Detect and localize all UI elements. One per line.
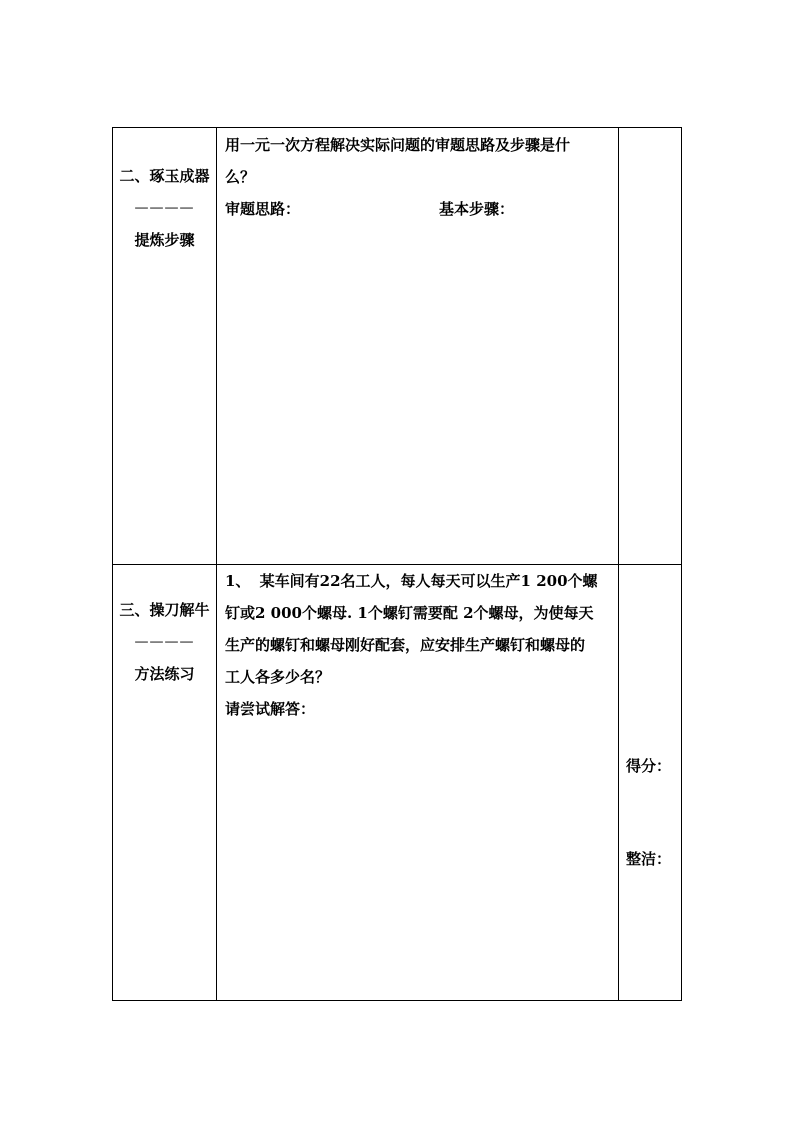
score-label: 得分： bbox=[626, 756, 672, 775]
section-two-title: 二、琢玉成器 bbox=[119, 167, 210, 185]
problem-text-line-1: 某车间有22名工人，每人每天可以生产1 200个螺 bbox=[259, 571, 598, 590]
section-two-content-cell[interactable] bbox=[217, 128, 619, 565]
section-two-divider: ———— bbox=[134, 200, 195, 216]
section-two-score-cell[interactable] bbox=[619, 128, 682, 565]
problem-line-4: 工人各多少名？ bbox=[225, 667, 331, 686]
answer-prompt: 请尝试解答： bbox=[225, 699, 316, 718]
question-line-2: 么？ bbox=[225, 168, 256, 186]
section-three-content-cell[interactable] bbox=[217, 564, 619, 1001]
problem-number: 1、 bbox=[225, 571, 251, 590]
section-three-subtitle: 方法练习 bbox=[134, 664, 195, 683]
steps-label: 基本步骤： bbox=[439, 200, 515, 218]
section-three-row bbox=[113, 564, 682, 1001]
problem-line-1 bbox=[225, 565, 612, 597]
approach-label: 审题思路： bbox=[225, 200, 301, 218]
section-three-score-cell[interactable] bbox=[619, 564, 682, 1001]
section-three-divider: ———— bbox=[134, 633, 195, 650]
section-two-row bbox=[113, 128, 682, 565]
neatness-label: 整洁： bbox=[626, 849, 672, 868]
section-three-label-cell bbox=[113, 564, 217, 1001]
problem-line-2: 钉或2 000个螺母. 1个螺钉需要配 2个螺母，为使每天 bbox=[225, 603, 594, 622]
section-two-subtitle: 提炼步骤 bbox=[134, 231, 195, 249]
problem-line-3: 生产的螺钉和螺母刚好配套，应安排生产螺钉和螺母的 bbox=[225, 635, 586, 654]
worksheet-table bbox=[112, 127, 682, 1001]
section-two-label-cell bbox=[113, 128, 217, 565]
section-three-title: 三、操刀解牛 bbox=[119, 600, 210, 619]
question-line-1: 用一元一次方程解决实际问题的审题思路及步骤是什 bbox=[225, 136, 571, 154]
answer-labels-row bbox=[225, 193, 612, 225]
